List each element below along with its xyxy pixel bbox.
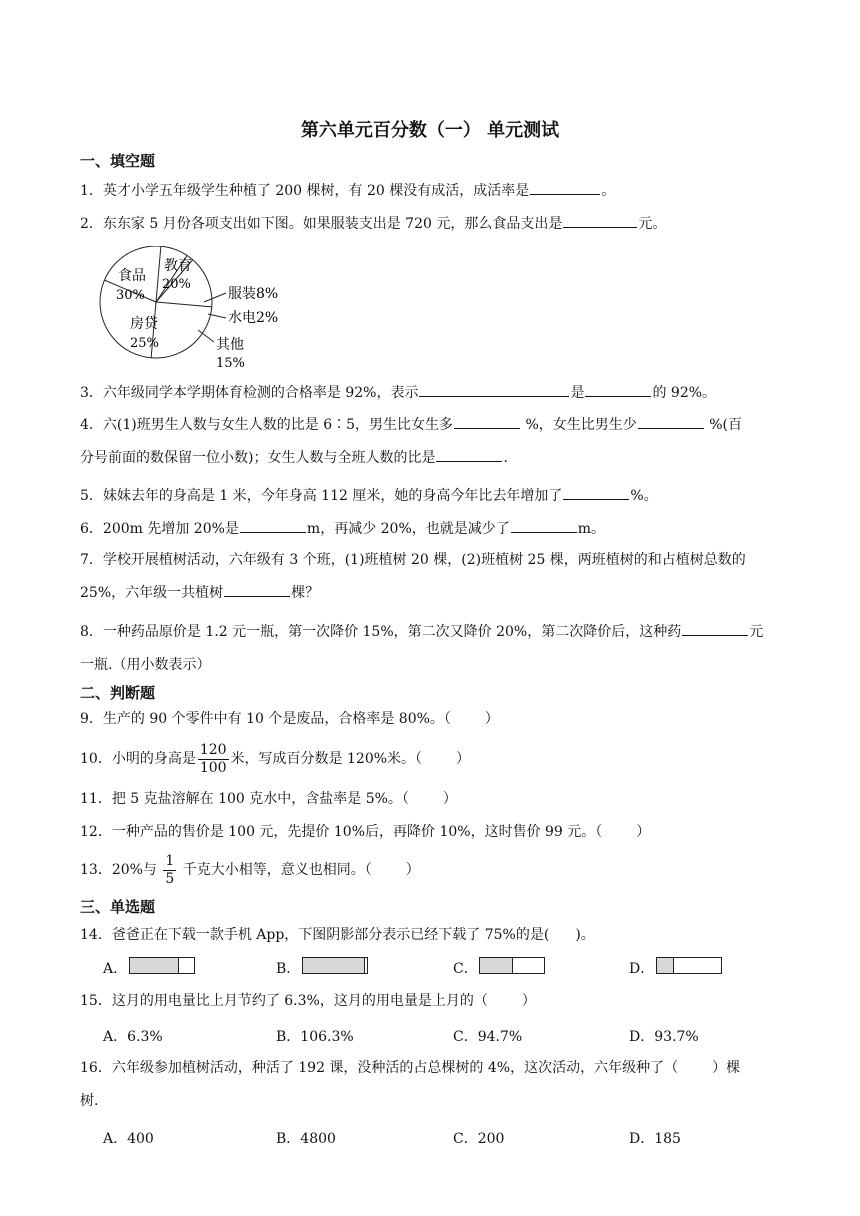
answer-blank[interactable] — [436, 447, 502, 462]
option-15-c[interactable]: C．94.7% — [453, 1029, 523, 1045]
answer-blank[interactable] — [682, 621, 748, 636]
pie-label-education-pct: 20% — [162, 277, 191, 292]
pie-label-clothing: 服装8% — [228, 286, 279, 302]
section-heading-true-false: 二、判断题 — [80, 684, 156, 702]
answer-blank[interactable] — [563, 213, 637, 228]
pie-slice-boundary-3 — [156, 246, 161, 302]
option-16-d[interactable]: D．185 — [629, 1131, 681, 1147]
question-12: 12．一种产品的售价是 100 元，先提价 10%后，再降价 10%，这时售价 99 元。（ ） — [80, 824, 651, 840]
question-14: 14．爸爸正在下载一款手机 App，下图阴影部分表示已经下载了 75%的是( )。 — [80, 927, 595, 943]
option-14-c[interactable]: C． — [453, 961, 478, 977]
answer-blank[interactable] — [240, 518, 306, 533]
question-11: 11．把 5 克盐溶解在 100 克水中，含盐率是 5%。（ ） — [80, 791, 457, 807]
pie-label-loan: 房贷 — [130, 316, 158, 332]
pie-label-utilities: 水电2% — [228, 310, 279, 326]
answer-blank[interactable] — [530, 180, 600, 195]
answer-blank[interactable] — [419, 382, 569, 397]
question-16: 16．六年级参加植树活动，种活了 192 课，没种活的占总棵树的 4%，这次活动，六年级种了（ ）棵 树. — [80, 1060, 741, 1109]
expense-pie-chart — [90, 246, 300, 374]
option-14-a[interactable]: A． — [103, 961, 128, 977]
pie-label-other-pct: 15% — [216, 356, 245, 371]
fraction-1-5: $\frac{1}{5}$ — [165, 852, 175, 887]
question-8: 8．一种药品原价是 1.2 元一瓶，第一次降价 15%，第二次又降价 20%，第二次降价后，这种药 元 一瓶.（用小数表示） — [80, 616, 810, 682]
answer-blank[interactable] — [511, 518, 577, 533]
question-7: 7．学校开展植树活动，六年级有 3 个班，(1)班植树 20 棵，(2)班植树 25 棵，两班植树的和占植树总数的 25%，六年级一共植树 棵？ — [80, 552, 746, 601]
section-heading-fill-in: 一、填空题 — [80, 152, 156, 170]
question-15: 15．这月的用电量比上月节约了 6.3%，这月的用电量是上月的（ ） — [80, 993, 536, 1009]
page-title: 第六单元百分数（一） 单元测试 — [300, 120, 560, 141]
option-16-a[interactable]: A．400 — [103, 1131, 154, 1147]
question-9: 9．生产的 90 个零件中有 10 个是废品，合格率是 80%。（ ） — [80, 711, 499, 727]
option-14-b[interactable]: B． — [276, 961, 301, 977]
progress-bar-option-b — [302, 957, 368, 974]
question-6: 6．200m 先增加 20%是 m，再减少 20%，也就是减少了 m。 — [80, 518, 810, 539]
pie-label-education: 教育 — [164, 258, 192, 274]
option-16-c[interactable]: C．200 — [453, 1131, 505, 1147]
pie-slice-boundary-6 — [156, 302, 212, 307]
question-2: 2．东东家 5 月份各项支出如下图。如果服装支出是 720 元，那么食品支出是 元。 — [80, 213, 810, 234]
progress-bar-option-c — [479, 957, 545, 974]
option-14-d[interactable]: D． — [629, 961, 655, 977]
answer-blank[interactable] — [585, 382, 651, 397]
option-15-a[interactable]: A．6.3% — [103, 1029, 163, 1045]
pie-label-loan-pct: 25% — [130, 336, 159, 351]
answer-blank[interactable] — [638, 414, 704, 429]
progress-fill — [657, 958, 674, 973]
leader-line-clothing — [204, 293, 226, 302]
question-5: 5．妹妹去年的身高是 1 米，今年身高 112 厘米，她的身高今年比去年增加了 %。 — [80, 485, 810, 506]
answer-blank[interactable] — [563, 485, 629, 500]
progress-fill — [303, 958, 365, 973]
pie-label-food-pct: 30% — [116, 288, 145, 303]
question-13: 13．20%与 $\frac{1}{5}$ 千克大小相等，意义也相同。（ ） — [80, 852, 420, 887]
question-10: 10．小明的身高是 $\frac{120}{100}$ 米，写成百分数是 120%米。（ ） — [80, 741, 471, 776]
pie-label-other: 其他 — [216, 337, 244, 353]
question-1: 1．英才小学五年级学生种植了 200 棵树，有 20 棵没有成活，成活率是 。 — [80, 180, 810, 201]
section-heading-multiple-choice: 三、单选题 — [80, 898, 156, 916]
progress-bar-option-a — [129, 957, 195, 974]
fraction-120-100: $\frac{120}{100}$ — [199, 741, 227, 776]
progress-fill — [480, 958, 513, 973]
answer-blank[interactable] — [224, 582, 290, 597]
option-16-b[interactable]: B．4800 — [276, 1131, 336, 1147]
pie-label-food: 食品 — [118, 268, 146, 284]
question-4: 4．六(1)班男生人数与女生人数的比是 6∶5，男生比女生多 %，女生比男生少 %(百 分号前面的数保留一位小数)；女生人数与全班人数的比是 . — [80, 409, 810, 475]
answer-blank[interactable] — [454, 414, 520, 429]
option-15-b[interactable]: B．106.3% — [276, 1029, 354, 1045]
option-15-d[interactable]: D．93.7% — [629, 1029, 699, 1045]
question-3: 3．六年级同学本学期体育检测的合格率是 92%，表示 是 的 92%。 — [80, 382, 810, 403]
progress-fill — [130, 958, 179, 973]
progress-bar-option-d — [656, 957, 722, 974]
